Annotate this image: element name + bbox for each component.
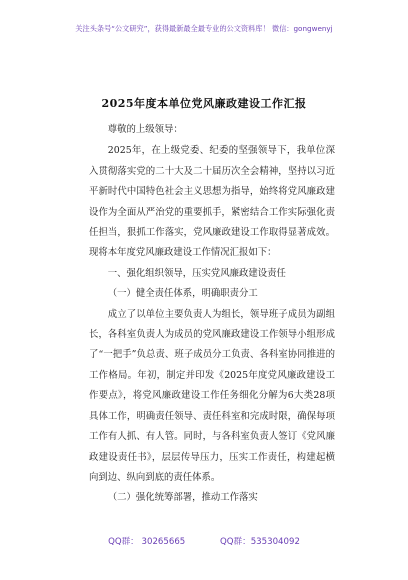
paragraph-intro: 2025年，在上级党委、纪委的坚强领导下，我单位深入贯彻落实党的二十大及二十届历次全会精神，坚持以习近平新时代中国特色社会主义思想为指导，始终将党风廉政建设作为全面从严治党的重要抓手，紧密结合工作实际强化责任担当，狠抓工作落实，党风廉政建设工作取得显著成效。现将本年度党风廉政建设工作情况汇报如下： <box>89 145 335 259</box>
footer-qq-group-2: QQ群：535304092 <box>220 537 300 547</box>
document-title: 2025年度本单位党风廉政建设工作汇报 <box>101 97 307 110</box>
document-body <box>89 120 335 509</box>
page-footer <box>0 535 408 547</box>
subsection-heading-2: （二）强化统筹部署，推动工作落实 <box>107 492 258 504</box>
paragraph-responsibility: 成立了以单位主要负责人为组长，领导班子成员为副组长，各科室负责人为成员的党风廉政建设工作领导小组形成了“一把手”负总责、班子成员分工负责、各科室协同推进的工作格局。年初，制定并印发《2025年度党风廉政建设工作要点》，将党风廉政建设工作任务细化分解为6大类28项具体工作，明确责任领导、责任科室和完成时限，确保每项工作有人抓、有人管。同时，与各科室负责人签订《党风廉政建设责任书》，层层传导压力，压实工作责任，构建起横向到边、纵向到底的责任体系。 <box>89 308 335 483</box>
subsection-heading-1: （一）健全责任体系，明确职责分工 <box>107 288 258 300</box>
footer-qq-group-1: QQ群： 30265665 <box>108 537 186 547</box>
section-heading-1: 一、强化组织领导，压实党风廉政建设责任 <box>107 267 286 279</box>
page-header-banner: 关注头条号“公文研究”，获得最新最全最专业的公文资料库！ 微信：gongwenyj <box>75 24 333 33</box>
salutation: 尊敬的上级领导： <box>107 124 183 135</box>
